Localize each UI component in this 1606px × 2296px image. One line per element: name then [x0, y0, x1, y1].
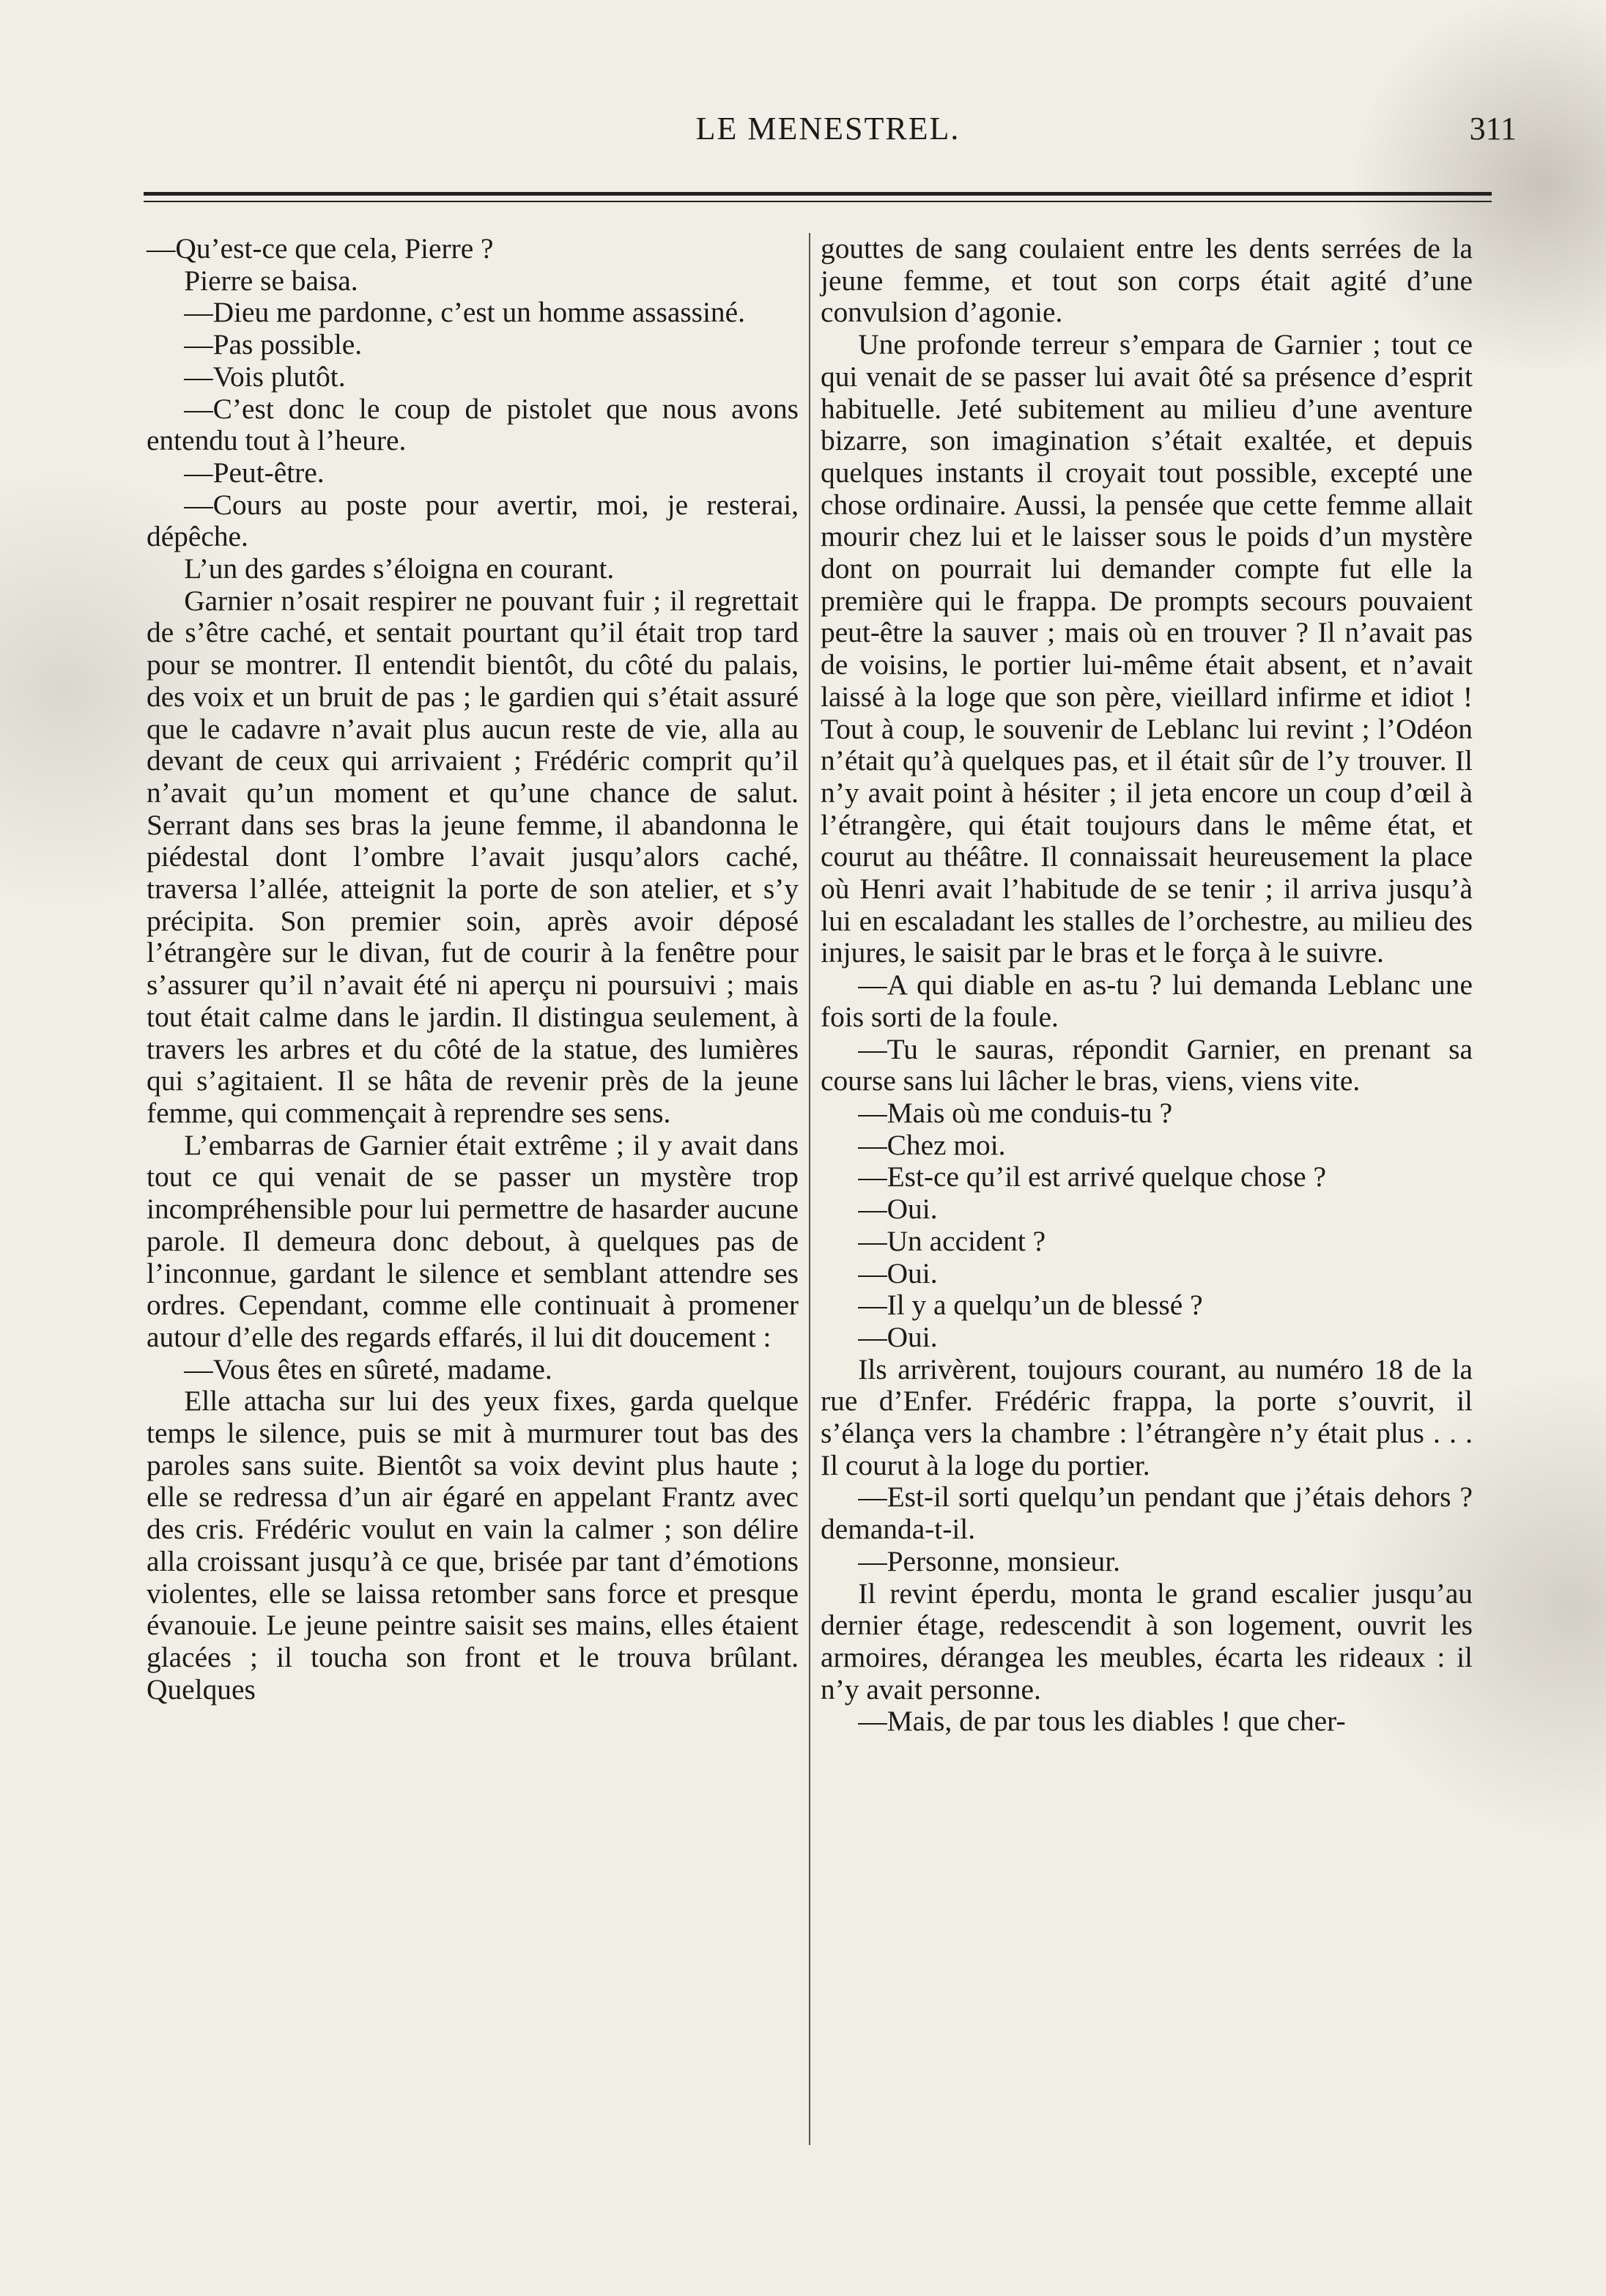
paragraph: Pierre se baisa.	[184, 264, 358, 297]
paragraph: L’embarras de Garnier était extrême ; il y avait dans tout ce qui venait de se passer un mystère trop incompréhensible pour lui permettre de hasarder aucune parole. Il demeura donc debout, à quelques pas de l’inconnue, gardant le silence et semblant attendre ses ordres. Cependant, comme elle continuait à promener autour d’elle des regards effarés, il lui dit doucement :	[147, 1128, 799, 1353]
paragraph: —A qui diable en as-tu ? lui demanda Leblanc une fois sorti de la foule.	[821, 969, 1473, 1033]
paragraph: —Est-il sorti quelqu’un pendant que j’étais dehors ? demanda-t-il.	[821, 1481, 1473, 1546]
paragraph: —Est-ce qu’il est arrivé quelque chose ?	[858, 1160, 1326, 1193]
paragraph: —Vois plutôt.	[184, 360, 346, 393]
paragraph: —Pas possible.	[184, 328, 363, 361]
header-rule-thick	[144, 192, 1492, 196]
paragraph: —Oui.	[858, 1256, 938, 1289]
paragraph: —Qu’est-ce que cela, Pierre ?	[147, 232, 494, 264]
paragraph: Garnier n’osait respirer ne pouvant fuir ; il regrettait de s’être caché, et sentait pourtant qu’il était trop tard pour se montrer. Il entendit bientôt, du côté du palais, des voix et un bruit de pas ; le gardien qui s’était assuré que le cadavre n’avait plus aucun reste de vie, alla au devant de ceux qui arrivaient ; Frédéric comprit qu’il n’avait qu’un moment et qu’une chance de salut. Serrant dans ses bras la jeune femme, il abandonna le piédestal dont l’ombre l’avait jusqu’alors caché, traversa l’allée, atteignit la porte de son atelier, et s’y précipita. Son premier soin, après avoir déposé l’étrangère sur le divan, fut de courir à la fenêtre pour s’assurer qu’il n’avait été ni aperçu ni poursuivi ; mais tout était calme dans le jardin. Il distingua seulement, à travers les arbres et du côté de la statue, des lumières qui s’agitaient. Il se hâta de revenir près de la jeune femme, qui commençait à reprendre ses sens.	[147, 584, 799, 1129]
page-header	[139, 110, 1517, 154]
paragraph: —C’est donc le coup de pistolet que nous avons entendu tout à l’heure.	[147, 392, 799, 457]
page-number: 311	[1469, 111, 1517, 147]
paragraph: —Peut-être.	[184, 456, 325, 489]
journal-title: LE MENESTREL.	[695, 111, 961, 147]
paragraph: Une profonde terreur s’empara de Garnier ; tout ce qui venait de se passer lui avait ôté sa présence d’esprit habituelle. Jeté subitement au milieu d’une aventure bizarre, son imagination s’était exaltée, et depuis quelques instants il croyait tout possible, excepté une chose ordinaire. Aussi, la pensée que cette femme allait mourir chez lui et le laisser sous le poids d’un mystère dont on pourrait lui demander compte fut elle la première qui le frappa. De prompts secours pouvaient peut-être la sauver ; mais où en trouver ? Il n’avait pas de voisins, le portier lui-même était absent, et n’avait laissé à la loge que son père, vieillard infirme et idiot ! Tout à coup, le souvenir de Leblanc lui revint ; l’Odéon n’était qu’à quelques pas, et il était sûr de l’y trouver. Il n’y avait point à hésiter ; il jeta encore un coup d’œil à l’étrangère, qui était toujours dans le même état, et courut au théâtre. Il connaissait heureusement la place où Henri avait l’habitude de se tenir ; il arriva jusqu’à lui en escaladant les stalles de l’orchestre, au milieu des injures, le saisit par le bras et le força à le suivre.	[821, 328, 1473, 969]
paragraph: Elle attacha sur lui des yeux fixes, garda quelque temps le silence, puis se mit à murmurer tout bas des paroles sans suite. Bientôt sa voix devint plus haute ; elle se redressa d’un air égaré en appelant Frantz avec des cris. Frédéric voulut en vain la calmer ; son délire alla croissant jusqu’à ce que, brisée par tant d’émotions violentes, elle se laissa retomber sans force et presque évanouie. Le jeune peintre saisit ses mains, elles étaient glacées ; il toucha son front et le trouva brûlant. Quelques	[147, 1385, 799, 1706]
paragraph: Ils arrivèrent, toujours courant, au numéro 18 de la rue d’Enfer. Frédéric frappa, la porte s’ouvrit, il s’élança vers la chambre : l’étrangère n’y était plus . . . Il courut à la loge du portier.	[821, 1352, 1473, 1481]
paragraph: —Mais, de par tous les diables ! que cher-	[858, 1705, 1346, 1738]
paragraph: gouttes de sang coulaient entre les dents serrées de la jeune femme, et tout son corps était agité d’une convulsion d’agonie.	[821, 232, 1473, 329]
paragraph: —Personne, monsieur.	[858, 1544, 1120, 1577]
paragraph: —Un accident ?	[858, 1224, 1046, 1257]
paragraph: L’un des gardes s’éloigna en courant.	[184, 552, 615, 585]
paragraph: —Cours au poste pour avertir, moi, je resterai, dépêche.	[147, 488, 799, 553]
right-column	[821, 233, 1473, 1738]
paragraph: Il revint éperdu, monta le grand escalier jusqu’au dernier étage, redescendit à son logement, ouvrit les armoires, dérangea les meubles, écarta les rideaux : il n’y avait personne.	[821, 1577, 1473, 1706]
paragraph: —Il y a quelqu’un de blessé ?	[858, 1289, 1203, 1322]
paragraph: —Oui.	[858, 1320, 938, 1353]
paragraph: —Chez moi.	[858, 1128, 1006, 1161]
paragraph: —Mais où me conduis-tu ?	[858, 1096, 1173, 1129]
paragraph: —Vous êtes en sûreté, madame.	[184, 1352, 552, 1385]
paragraph: —Oui.	[858, 1193, 938, 1226]
header-rule-thin	[144, 201, 1492, 202]
left-column	[147, 233, 799, 1706]
column-divider	[809, 233, 810, 2145]
paragraph: —Dieu me pardonne, c’est un homme assassiné.	[184, 296, 745, 329]
paragraph: —Tu le sauras, répondit Garnier, en prenant sa course sans lui lâcher le bras, viens, viens vite.	[821, 1032, 1473, 1097]
